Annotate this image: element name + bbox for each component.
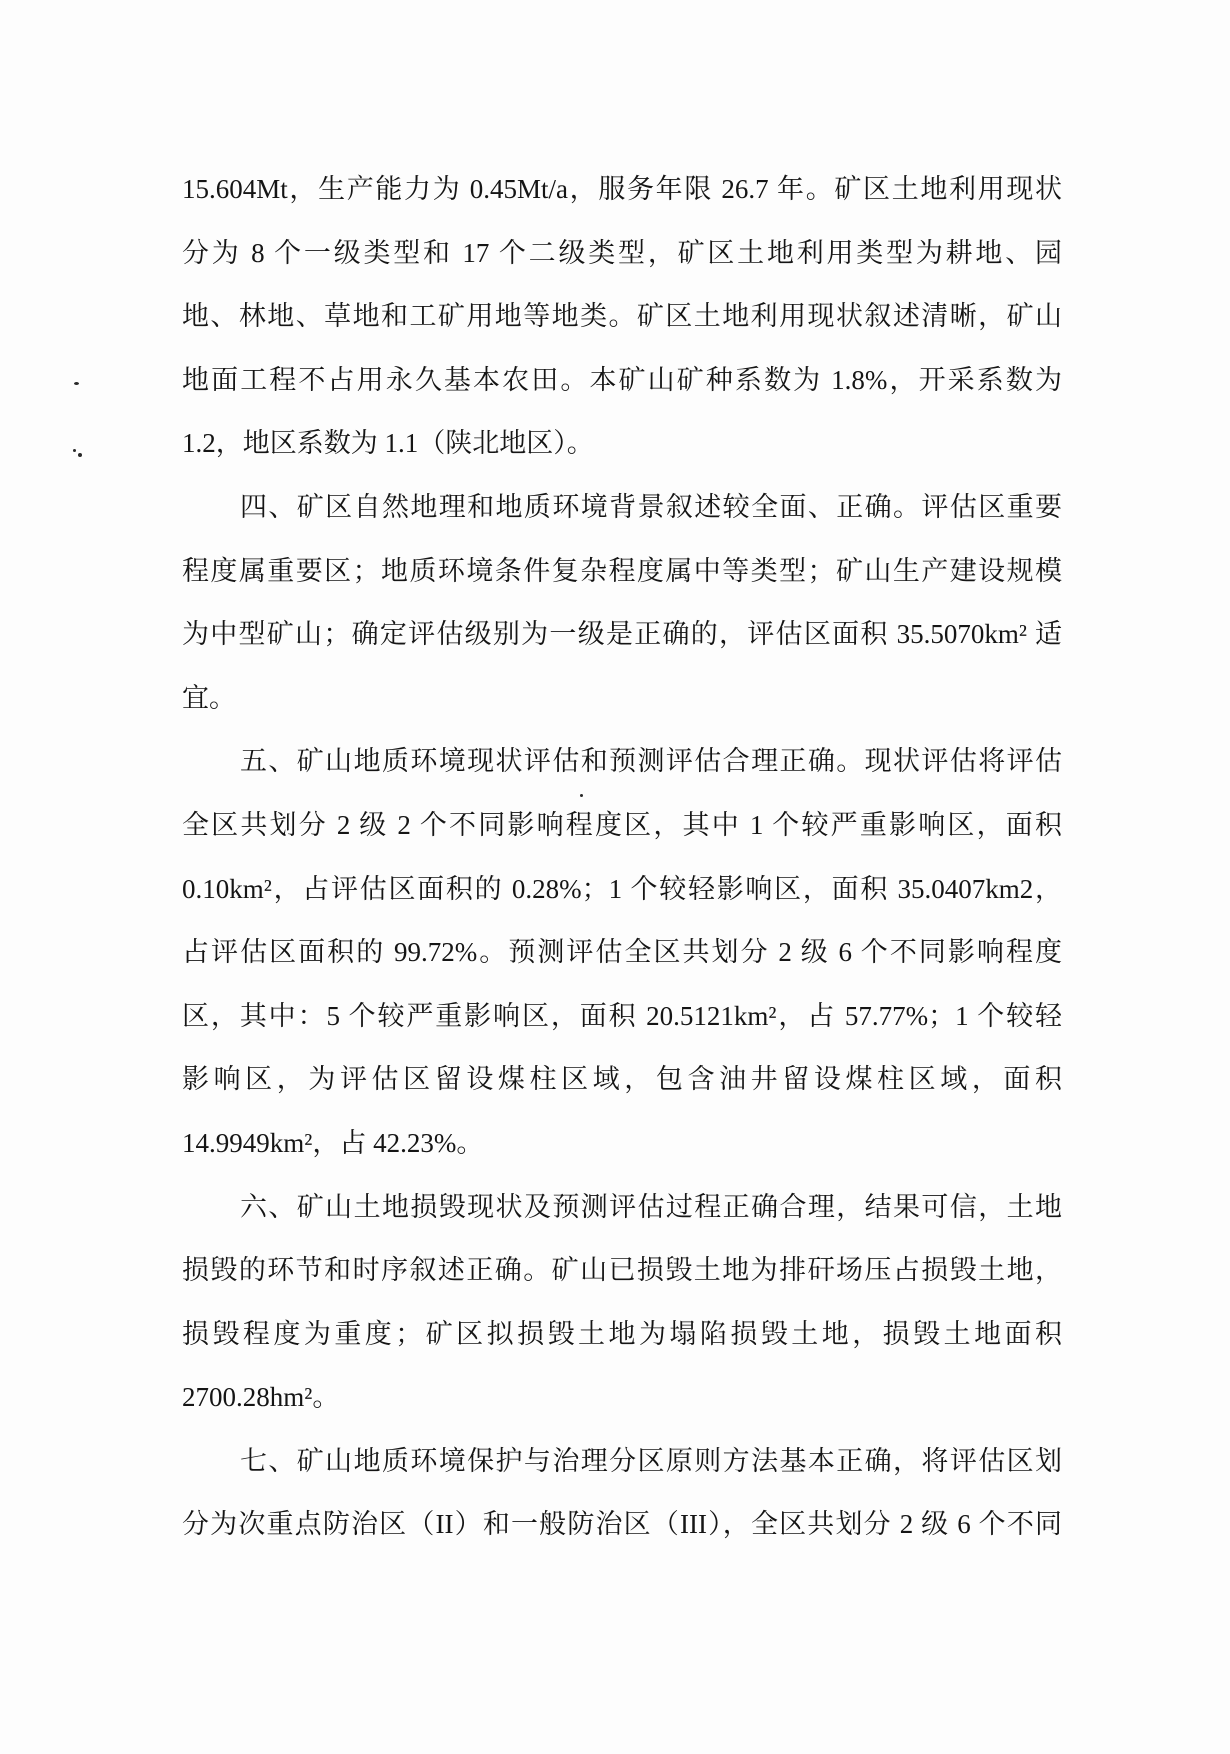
- text-line: 1.2，地区系数为 1.1（陕北地区）。: [182, 428, 594, 459]
- text-line: 七、矿山地质环境保护与治理分区原则方法基本正确，将评估区划: [240, 1445, 1062, 1476]
- text-line: 15.604Mt，生产能力为 0.45Mt/a，服务年限 26.7 年。矿区土地利用现状: [182, 174, 1062, 204]
- text-line: 程度属重要区；地质环境条件复杂程度属中等类型；矿山生产建设规模: [182, 555, 1062, 586]
- text-line: 分为 8 个一级类型和 17 个二级类型，矿区土地利用类型为耕地、园: [182, 237, 1062, 268]
- text-line: 区，其中：5 个较严重影响区，面积 20.5121km²，占 57.77%；1 个较轻: [182, 1000, 1062, 1031]
- document-body: [182, 158, 1062, 1557]
- paragraph-section-5: [182, 730, 1062, 1175]
- text-line: 分为次重点防治区（II）和一般防治区（III），全区共划分 2 级 6 个不同: [182, 1509, 1062, 1540]
- text-line: 为中型矿山；确定评估级别为一级是正确的，评估区面积 35.5070km² 适: [182, 619, 1062, 650]
- text-line: 0.10km²，占评估区面积的 0.28%；1 个较轻影响区，面积 35.0407km2，: [182, 873, 1062, 904]
- text-line: 损毁的环节和时序叙述正确。矿山已损毁土地为排矸场压占损毁土地，: [182, 1255, 1062, 1286]
- scan-dot: [73, 449, 76, 452]
- paragraph-section-6: [182, 1176, 1062, 1430]
- text-line: 六、矿山土地损毁现状及预测评估过程正确合理，结果可信，土地: [240, 1191, 1062, 1222]
- text-line: 宜。: [182, 682, 236, 713]
- text-line: 全区共划分 2 级 2 个不同影响程度区，其中 1 个较严重影响区，面积: [182, 809, 1062, 840]
- scan-dot: [78, 453, 82, 457]
- text-line: 四、矿区自然地理和地质环境背景叙述较全面、正确。评估区重要: [240, 491, 1062, 522]
- text-line: 2700.28hm²。: [182, 1382, 340, 1413]
- text-line: 地面工程不占用永久基本农田。本矿山矿种系数为 1.8%，开采系数为: [182, 364, 1062, 395]
- paragraph-section-7: [182, 1430, 1062, 1557]
- paragraph-section-4: [182, 476, 1062, 730]
- text-line: 损毁程度为重度；矿区拟损毁土地为塌陷损毁土地，损毁土地面积: [182, 1318, 1062, 1349]
- scan-dot: [74, 382, 79, 385]
- text-line: 影响区，为评估区留设煤柱区域，包含油井留设煤柱区域，面积: [182, 1064, 1062, 1095]
- text-line: 占评估区面积的 99.72%。预测评估全区共划分 2 级 6 个不同影响程度: [182, 937, 1062, 968]
- text-line: 五、矿山地质环境现状评估和预测评估合理正确。现状评估将评估: [240, 746, 1062, 777]
- paragraph-land-use: [182, 158, 1062, 476]
- text-line: 14.9949km²，占 42.23%。: [182, 1127, 484, 1158]
- text-line: 地、林地、草地和工矿用地等地类。矿区土地利用现状叙述清晰，矿山: [182, 301, 1062, 332]
